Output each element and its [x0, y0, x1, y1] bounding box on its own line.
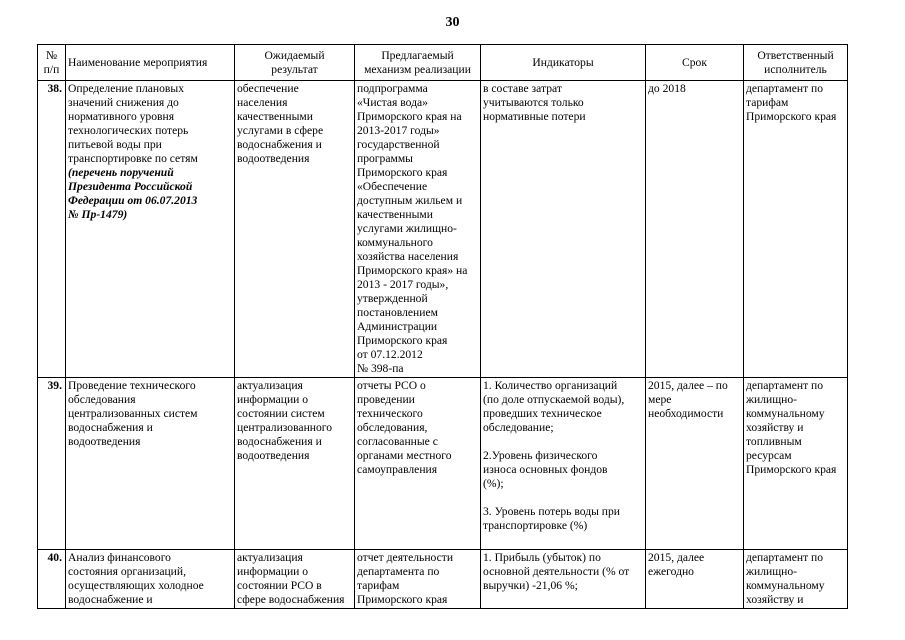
cell-text-line: информации о [237, 393, 309, 406]
cell-text-line: хозяйству и [746, 421, 804, 434]
cell-text-line: нормативные потери [483, 110, 586, 123]
measure-name-cell [66, 81, 235, 378]
cell-text-line: проведших техническое [483, 407, 602, 420]
cell-text-line: Приморского края [746, 110, 837, 123]
mechanism-cell [355, 550, 481, 609]
cell-text-line: Приморского края» на [357, 264, 468, 277]
measure-name-cell [66, 550, 235, 609]
cell-text-line: хозяйства населения [357, 250, 459, 263]
cell-text-line: Индикаторы [532, 55, 594, 69]
executor-cell [744, 81, 848, 378]
cell-text-line: 1. Количество организаций [483, 379, 618, 392]
row-number-cell: 39. [38, 378, 66, 550]
row-number-cell: 38. [38, 81, 66, 378]
cell-text-line: жилищно- [746, 393, 797, 406]
cell-text-line: качественными [357, 208, 433, 221]
cell-text-line: информации о [237, 565, 309, 578]
cell-text-line: департамента по [357, 565, 440, 578]
header-cell-result [235, 45, 355, 81]
cell-text-line: Приморского края [357, 334, 448, 347]
cell-text-line: Приморского края [357, 593, 448, 606]
cell-text-line: 2013-2017 годы» [357, 124, 440, 137]
cell-text-line: № [45, 48, 58, 62]
cell-text-line: централизованного [237, 421, 333, 434]
cell-text-line: тарифам [746, 96, 789, 109]
cell-text-line: актуализация [237, 379, 303, 392]
cell-text-line: водоотведения [237, 449, 310, 462]
cell-text-line: 1. Прибыль (убыток) по [483, 551, 601, 564]
cell-text-line: п/п [43, 62, 60, 76]
cell-text-line: Администрации [357, 320, 438, 333]
cell-text-line: ежегодно [648, 565, 694, 578]
cell-text-line: результат [271, 62, 318, 76]
cell-text-line: в составе затрат [483, 82, 562, 95]
indicators-cell [481, 550, 646, 609]
cell-text-line: 2015, далее – по [648, 379, 728, 392]
cell-text-line: водоотведения [237, 152, 310, 165]
cell-text-line: департамент по [746, 379, 824, 392]
cell-text-line: водоснабжение и [68, 593, 153, 606]
header-cell-term [646, 45, 744, 81]
cell-text-line: качественными [237, 110, 313, 123]
page-number: 30 [445, 15, 460, 30]
mechanism-cell [355, 378, 481, 550]
cell-text-line: органами местного [357, 449, 452, 462]
mechanism-cell [355, 81, 481, 378]
cell-text-line: основной деятельности (% от [483, 565, 630, 578]
cell-text-line: подпрограмма [357, 82, 428, 95]
cell-text-line: «Чистая вода» [357, 96, 428, 109]
cell-text-line: учитываются только [483, 96, 584, 109]
cell-text-line: сфере водоснабжения [237, 593, 345, 606]
cell-text-line: водоснабжения и [237, 138, 322, 151]
cell-text-line: программы [357, 152, 413, 165]
cell-text-line: от 07.12.2012 [357, 348, 423, 361]
cell-text-line: самоуправления [357, 463, 438, 476]
cell-text-line: водоснабжения и [68, 421, 153, 434]
cell-text-line: Приморского края [746, 463, 837, 476]
header-cell-number [38, 45, 66, 81]
cell-text-line: согласованные с [357, 435, 438, 448]
cell-text-line: Ответственный [757, 48, 834, 62]
cell-text-line: 2015, далее [648, 551, 705, 564]
cell-text-line: Срок [682, 55, 707, 69]
executor-cell [744, 378, 848, 550]
cell-text-line: отчеты РСО о [357, 379, 426, 392]
cell-text-line: 2.Уровень физического [483, 449, 598, 462]
header-cell-executor [744, 45, 848, 81]
cell-text-line: услугами жилищно- [357, 222, 457, 235]
cell-text-line: (перечень поручений [68, 166, 174, 179]
term-cell [646, 550, 744, 609]
cell-text-line: коммунального [357, 236, 433, 249]
cell-text-line: топливным [746, 435, 802, 448]
table-row [38, 550, 848, 609]
cell-text-line: Федерации от 06.07.2013 [68, 194, 198, 207]
row-number-cell: 40. [38, 550, 66, 609]
cell-text-line: № Пр-1479) [68, 208, 128, 221]
paragraph-gap [483, 491, 643, 505]
cell-text-line: отчет деятельности [357, 551, 454, 564]
term-cell [646, 378, 744, 550]
measures-table [37, 44, 848, 609]
cell-text-line: значений снижения до [68, 96, 179, 109]
indicators-cell [481, 378, 646, 550]
cell-text-line: необходимости [648, 407, 724, 420]
cell-text-line: Приморского края на [357, 110, 462, 123]
cell-text-line: до 2018 [648, 82, 686, 95]
cell-text-line: Ожидаемый [264, 48, 325, 62]
expected-result-cell [235, 81, 355, 378]
cell-text-line: департамент по [746, 82, 824, 95]
cell-text-line: технического [357, 407, 423, 420]
cell-text-line: услугами в сфере [237, 124, 324, 137]
paragraph-gap [483, 435, 643, 449]
expected-result-cell [235, 378, 355, 550]
cell-text-line: департамент по [746, 551, 824, 564]
indicators-cell [481, 81, 646, 378]
cell-text-line: обеспечение [237, 82, 299, 95]
cell-text-line: жилищно- [746, 565, 797, 578]
cell-text-line: Анализ финансового [68, 551, 171, 564]
cell-text-line: нормативного уровня [68, 110, 175, 123]
cell-text-line: коммунальному [746, 407, 825, 420]
cell-text-line: состоянии систем [237, 407, 325, 420]
cell-text-line: мере [648, 393, 672, 406]
cell-text-line: тарифам [357, 579, 400, 592]
header-cell-name [66, 45, 235, 81]
cell-text-line: ресурсам [746, 449, 792, 462]
cell-text-line: осуществляющих холодное [68, 579, 204, 592]
cell-text-line: (%); [483, 477, 504, 490]
cell-text-line: Проведение технического [68, 379, 196, 392]
executor-cell [744, 550, 848, 609]
cell-text-line: технологических потерь [68, 124, 189, 137]
cell-text-line: Определение плановых [68, 82, 184, 95]
cell-text-line: Приморского края [357, 166, 448, 179]
cell-text-line: состояния организаций, [68, 565, 186, 578]
table-row [38, 378, 848, 550]
cell-text-line: постановлением [357, 306, 438, 319]
cell-text-line: Президента Российской [68, 180, 193, 193]
cell-text-line: коммунальному [746, 579, 825, 592]
cell-text-line: централизованных систем [68, 407, 198, 420]
cell-text-line: хозяйству и [746, 593, 804, 606]
cell-text-line: транспортировке (%) [483, 519, 588, 532]
cell-text-line: населения [237, 96, 288, 109]
cell-text-line: водоотведения [68, 435, 141, 448]
cell-text-line: № 398-па [357, 362, 404, 375]
cell-text-line: (по доле отпускаемой воды), [483, 393, 625, 406]
header-cell-mechanism [355, 45, 481, 81]
cell-text-line: выручки) -21,06 %; [483, 579, 578, 592]
cell-text-line: государственной [357, 138, 440, 151]
measure-name-cell [66, 378, 235, 550]
table-header-row [38, 45, 848, 81]
cell-text-line: 3. Уровень потерь воды при [483, 505, 621, 518]
cell-text-line: обследования [68, 393, 136, 406]
header-cell-indicators [481, 45, 646, 81]
cell-text-line: обследования, [357, 421, 428, 434]
cell-text-line: Предлагаемый [381, 48, 454, 62]
cell-text-line: «Обеспечение [357, 180, 428, 193]
cell-text-line: проведении [357, 393, 415, 406]
cell-text-line: утвержденной [357, 292, 428, 305]
term-cell [646, 81, 744, 378]
cell-text-line: питьевой воды при [68, 138, 162, 151]
cell-text-line: состоянии РСО в [237, 579, 322, 592]
cell-text-line: механизм реализации [364, 62, 471, 76]
cell-text-line: актуализация [237, 551, 303, 564]
cell-text-line: Наименование мероприятия [68, 55, 208, 69]
cell-text-line: 2013 - 2017 годы», [357, 278, 449, 291]
cell-text-line: исполнитель [764, 62, 827, 76]
cell-text-line: водоснабжения и [237, 435, 322, 448]
cell-text-line: обследование; [483, 421, 554, 434]
cell-text-line: износа основных фондов [483, 463, 608, 476]
cell-text-line: транспортировке по сетям [68, 152, 198, 165]
table-row [38, 81, 848, 378]
cell-text-line: доступным жильем и [357, 194, 463, 207]
expected-result-cell [235, 550, 355, 609]
